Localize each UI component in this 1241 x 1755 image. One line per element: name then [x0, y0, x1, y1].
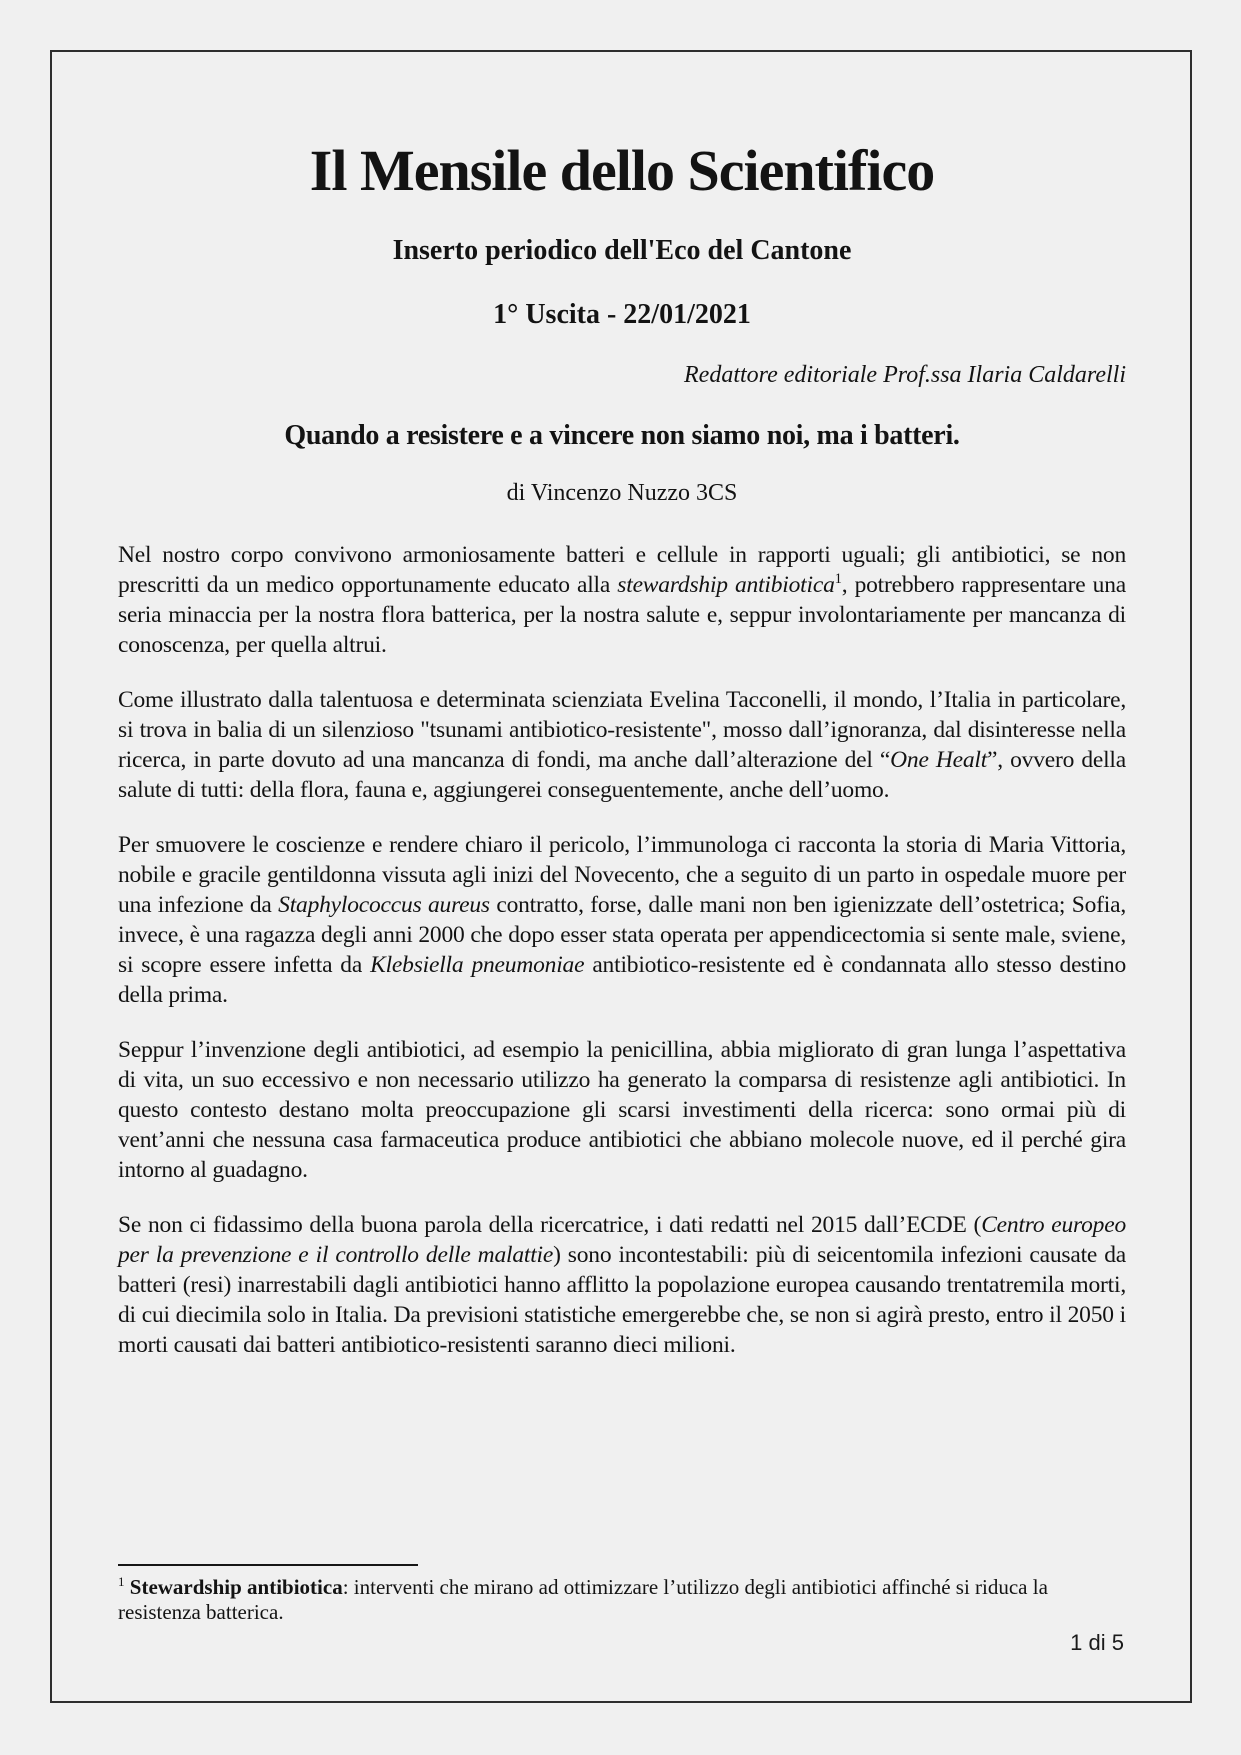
- document-content: [118, 52, 1126, 1360]
- text-segment: , potrebbero rappresentare una seria minaccia per la nostra flora batterica, per la nostra salute e, seppur involontariamente per mancanza di conoscenza, per quella altrui.: [118, 572, 1126, 658]
- issue-line: 1° Uscita - 22/01/2021: [493, 299, 751, 330]
- text-segment: Se non ci fidassimo della buona parola della ricercatrice, i dati redatti nel 2015 dall’ECDE (: [118, 1212, 982, 1238]
- article-paragraph: [118, 540, 1126, 660]
- text-segment: Stewardship antibiotica: [124, 1575, 343, 1599]
- text-segment: 1: [834, 571, 842, 588]
- footnote-text: [118, 1575, 1126, 1625]
- text-segment: ) sono incontestabili: più di seicentomila infezioni causate da batteri (resi) inarrestabili dagli antibiotici hanno afflitto la popolazione europea causando trentatremila morti, di cui diecimila solo in Italia. Da previsioni statistiche emergerebbe che, se non si agirà presto, entro il 2050 i morti causati dai batteri antibiotico-resistenti saranno dieci milioni.: [118, 1242, 1127, 1358]
- article-paragraph: [118, 830, 1126, 1010]
- newsletter-subtitle: Inserto periodico dell'Eco del Cantone: [392, 235, 852, 266]
- text-segment: Klebsiella pneumoniae: [370, 952, 585, 978]
- text-segment: Seppur l’invenzione degli antibiotici, ad esempio la penicillina, abbia migliorato di gran lunga l’aspettativa di vita, un suo eccessivo e non necessario utilizzo ha generato la comparsa di resistenze agli antibiotici. In questo contesto destano molta preoccupazione gli scarsi investimenti della ricerca: sono ormai più di vent’anni che nessuna casa farmaceutica produce antibiotici che abbiano molecole nuove, ed il perché gira intorno al guadagno.: [118, 1037, 1126, 1183]
- text-segment: One Healt: [890, 747, 988, 773]
- text-segment: ”, ovvero della salute di tutti: della flora, fauna e, aggiungerei conseguentemente, anche dell’uomo.: [118, 747, 1126, 803]
- text-segment: contratto, forse, dalle mani non ben igienizzate dell’ostetrica; Sofia, invece, è una ragazza degli anni 2000 che dopo esser stata operata per appendicectomia si sente male, sviene, si scopre essere infetta da: [118, 892, 1127, 978]
- article-paragraph: [118, 685, 1126, 805]
- footnote-divider: [118, 1564, 418, 1566]
- article-byline: di Vincenzo Nuzzo 3CS: [506, 480, 738, 506]
- text-segment: Per smuovere le coscienze e rendere chiaro il pericolo, l’immunologa ci racconta la storia di Maria Vittoria, nobile e gracile gentildonna vissuta agli inizi del Novecento, che a seguito di un parto in ospedale muore per una infezione da: [118, 832, 1126, 918]
- article-paragraph: [118, 1210, 1126, 1360]
- editor-line: Redattore editoriale Prof.ssa Ilaria Caldarelli: [684, 362, 1126, 388]
- page-number: 1 di 5: [1070, 1630, 1124, 1655]
- text-segment: 1: [118, 1574, 125, 1589]
- article-paragraph: [118, 1035, 1126, 1185]
- text-segment: : interventi che mirano ad ottimizzare l’utilizzo degli antibiotici affinché si riduca la resistenza batterica.: [118, 1575, 1048, 1624]
- text-segment: Come illustrato dalla talentuosa e determinata scienziata Evelina Tacconelli, il mondo, l’Italia in particolare, si trova in balia di un silenzioso "tsunami antibiotico-resistente", mosso dall’ignoranza, dal disinteresse nella ricerca, in parte dovuto ad una mancanza di fondi, ma anche dall’alterazione del “: [118, 687, 1126, 773]
- article-body: [118, 540, 1126, 1360]
- text-segment: Centro europeo per la prevenzione e il controllo delle malattie: [118, 1212, 1127, 1268]
- text-segment: antibiotico-resistente ed è condannata allo stesso destino della prima.: [118, 952, 1126, 1008]
- document-frame: [50, 50, 1192, 1703]
- text-segment: stewardship antibiotica: [617, 572, 835, 598]
- footnote: [118, 1564, 1126, 1625]
- article-headline: Quando a resistere e a vincere non siamo noi, ma i batteri.: [284, 420, 960, 451]
- text-segment: Nel nostro corpo convivono armoniosamente batteri e cellule in rapporti uguali; gli antibiotici, se non prescritti da un medico opportunamente educato alla: [118, 542, 1126, 598]
- text-segment: Staphylococcus aureus: [278, 892, 490, 918]
- newsletter-title: Il Mensile dello Scientifico: [309, 138, 935, 203]
